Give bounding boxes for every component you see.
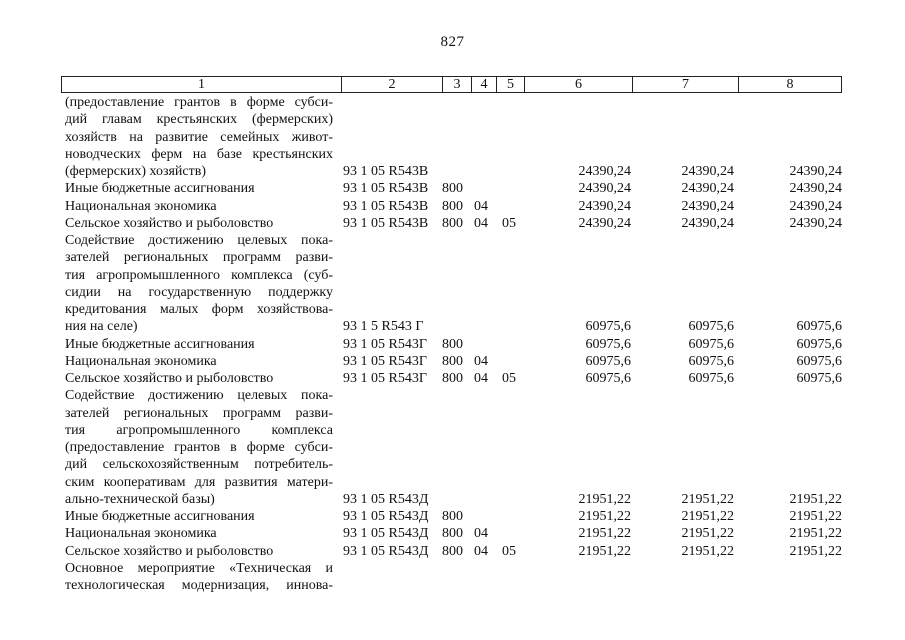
cell-col-3: 800: [442, 509, 463, 524]
cell-col-2: 93 1 05 R543Д: [343, 509, 429, 524]
header-col-4: 4: [472, 77, 497, 92]
table-line: [0, 198, 905, 215]
table-line: [0, 456, 905, 473]
cell-col-6: 21951,22: [578, 491, 631, 507]
cell-col-7: 21951,22: [681, 509, 734, 524]
cell-col-8: 21951,22: [789, 491, 842, 507]
table-line: [0, 267, 905, 284]
table-line: [0, 577, 905, 594]
cell-col-2: 93 1 05 R543Г: [343, 371, 427, 386]
cell-col-1: зателей региональных программ разви-: [65, 250, 333, 266]
cell-col-8: 24390,24: [789, 198, 842, 214]
cell-col-6: 21951,22: [578, 543, 631, 559]
header-col-6: 6: [525, 77, 633, 92]
table-line: [0, 525, 905, 542]
cell-col-3: 800: [442, 526, 463, 542]
cell-col-1: Содействие достижению целевых пока-: [65, 233, 333, 248]
cell-col-1: Сельское хозяйство и рыболовство: [65, 371, 274, 386]
cell-col-5: 05: [502, 215, 516, 231]
cell-col-1: ским кооперативам для развития матери-: [65, 474, 333, 490]
cell-col-1: (фермерских) хозяйств): [65, 164, 207, 179]
cell-col-3: 800: [442, 181, 463, 197]
table-line: [0, 353, 905, 370]
cell-col-7: 60975,6: [688, 353, 734, 369]
cell-col-6: 24390,24: [578, 164, 631, 179]
cell-col-1: хозяйств на развитие семейных живот-: [65, 129, 333, 145]
table-line: [0, 405, 905, 422]
table-line: [0, 232, 905, 249]
table-line: [0, 508, 905, 525]
cell-col-4: 04: [474, 215, 488, 231]
cell-col-1: Сельское хозяйство и рыболовство: [65, 215, 274, 231]
table-line: [0, 543, 905, 560]
cell-col-8: 60975,6: [796, 371, 842, 386]
cell-col-8: 60975,6: [796, 319, 842, 335]
header-col-5: 5: [497, 77, 525, 92]
cell-col-2: 93 1 05 R543Д: [343, 543, 429, 559]
table-line: [0, 94, 905, 111]
cell-col-7: 21951,22: [681, 543, 734, 559]
cell-col-1: Национальная экономика: [65, 353, 217, 369]
cell-col-1: дий сельскохозяйственным потребитель-: [65, 457, 333, 473]
cell-col-1: тия агропромышленного комплекса: [65, 422, 333, 438]
table-line: [0, 439, 905, 456]
cell-col-1: Национальная экономика: [65, 198, 217, 214]
cell-col-8: 21951,22: [789, 509, 842, 524]
cell-col-7: 60975,6: [688, 336, 734, 352]
cell-col-2: 93 1 05 R543Д: [343, 526, 429, 542]
cell-col-8: 60975,6: [796, 353, 842, 369]
cell-col-2: 93 1 05 R543В: [343, 164, 429, 179]
cell-col-2: 93 1 5 R543 Г: [343, 319, 424, 335]
header-col-7: 7: [633, 77, 739, 92]
table-line: [0, 336, 905, 353]
cell-col-4: 04: [474, 526, 488, 542]
cell-col-8: 24390,24: [789, 164, 842, 179]
cell-col-2: 93 1 05 R543В: [343, 181, 429, 197]
table-line: [0, 370, 905, 387]
header-col-2: 2: [342, 77, 443, 92]
table-header-row: [61, 76, 842, 93]
cell-col-3: 800: [442, 336, 463, 352]
cell-col-8: 60975,6: [796, 336, 842, 352]
table-line: [0, 215, 905, 232]
cell-col-7: 24390,24: [681, 198, 734, 214]
cell-col-3: 800: [442, 215, 463, 231]
cell-col-4: 04: [474, 543, 488, 559]
cell-col-1: кредитования малых форм хозяйствова-: [65, 302, 333, 317]
cell-col-1: Основное мероприятие «Техническая и: [65, 560, 333, 576]
cell-col-4: 04: [474, 353, 488, 369]
table-line: [0, 474, 905, 491]
cell-col-4: 04: [474, 371, 488, 386]
cell-col-8: 24390,24: [789, 181, 842, 197]
header-col-3: 3: [443, 77, 472, 92]
cell-col-4: 04: [474, 198, 488, 214]
cell-col-1: зателей региональных программ разви-: [65, 405, 333, 421]
table-line: [0, 301, 905, 318]
cell-col-6: 60975,6: [585, 371, 631, 386]
cell-col-1: новодческих ферм на базе крестьянских: [65, 146, 333, 162]
cell-col-1: Иные бюджетные ассигнования: [65, 509, 255, 524]
cell-col-6: 60975,6: [585, 353, 631, 369]
cell-col-2: 93 1 05 R543В: [343, 215, 429, 231]
cell-col-5: 05: [502, 371, 516, 386]
cell-col-7: 24390,24: [681, 164, 734, 179]
cell-col-6: 24390,24: [578, 215, 631, 231]
table-line: [0, 422, 905, 439]
cell-col-1: ния на селе): [65, 319, 138, 335]
table-line: [0, 491, 905, 508]
cell-col-6: 60975,6: [585, 319, 631, 335]
cell-col-7: 60975,6: [688, 319, 734, 335]
cell-col-2: 93 1 05 R543Г: [343, 353, 427, 369]
cell-col-5: 05: [502, 543, 516, 559]
cell-col-8: 24390,24: [789, 215, 842, 231]
cell-col-7: 24390,24: [681, 215, 734, 231]
cell-col-8: 21951,22: [789, 526, 842, 542]
cell-col-2: 93 1 05 R543В: [343, 198, 429, 214]
table-line: [0, 560, 905, 577]
cell-col-3: 800: [442, 198, 463, 214]
cell-col-7: 24390,24: [681, 181, 734, 197]
cell-col-1: (предоставление грантов в форме субси-: [65, 440, 333, 455]
table-line: [0, 249, 905, 266]
cell-col-1: Иные бюджетные ассигнования: [65, 181, 255, 197]
table-line: [0, 163, 905, 180]
cell-col-6: 21951,22: [578, 509, 631, 524]
cell-col-6: 24390,24: [578, 181, 631, 197]
table-line: [0, 180, 905, 197]
cell-col-6: 21951,22: [578, 526, 631, 542]
cell-col-6: 60975,6: [585, 336, 631, 352]
cell-col-1: Сельское хозяйство и рыболовство: [65, 543, 274, 559]
cell-col-2: 93 1 05 R543Г: [343, 336, 427, 352]
cell-col-6: 24390,24: [578, 198, 631, 214]
cell-col-1: Иные бюджетные ассигнования: [65, 336, 255, 352]
cell-col-1: технологическая модернизация, иннова-: [65, 578, 333, 593]
cell-col-1: ально-технической базы): [65, 491, 215, 507]
cell-col-1: тия агропромышленного комплекса (суб-: [65, 267, 333, 283]
cell-col-3: 800: [442, 353, 463, 369]
table-line: [0, 146, 905, 163]
table-line: [0, 318, 905, 335]
cell-col-3: 800: [442, 371, 463, 386]
table-line: [0, 284, 905, 301]
cell-col-7: 21951,22: [681, 491, 734, 507]
cell-col-1: (предоставление грантов в форме субси-: [65, 95, 333, 110]
page-number: 827: [440, 34, 465, 50]
cell-col-2: 93 1 05 R543Д: [343, 491, 429, 507]
table-line: [0, 387, 905, 404]
header-col-1: 1: [62, 77, 342, 92]
table-line: [0, 111, 905, 128]
cell-col-1: Национальная экономика: [65, 526, 217, 542]
header-col-8: 8: [786, 77, 794, 92]
cell-col-1: Содействие достижению целевых пока-: [65, 388, 333, 404]
table-line: [0, 129, 905, 146]
cell-col-8: 21951,22: [789, 543, 842, 559]
cell-col-1: дий главам крестьянских (фермерских): [65, 112, 333, 128]
cell-col-3: 800: [442, 543, 463, 559]
cell-col-7: 60975,6: [688, 371, 734, 386]
cell-col-7: 21951,22: [681, 526, 734, 542]
cell-col-1: сидии на государственную поддержку: [65, 284, 333, 300]
